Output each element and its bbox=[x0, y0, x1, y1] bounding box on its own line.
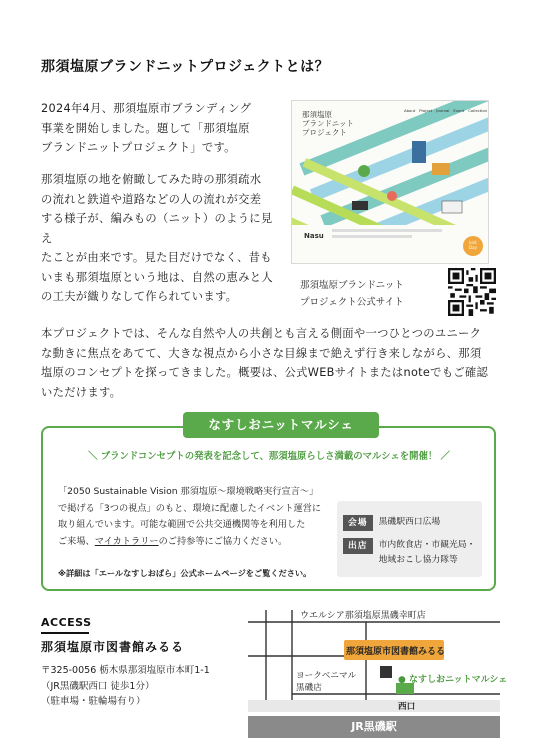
exhibitor-row bbox=[343, 538, 475, 568]
website-screenshot[interactable] bbox=[291, 100, 489, 264]
access-underline bbox=[41, 632, 89, 634]
intro-line: いただけます。 bbox=[41, 385, 122, 399]
venue-value: 黒磯駅西口広場 bbox=[378, 517, 441, 527]
intro-paragraph-3 bbox=[41, 324, 497, 402]
intro-line: する様子が、編みもの（ニット）のように見え bbox=[41, 212, 273, 245]
site-image-title: 那須塩原 ブランドニット プロジェクト bbox=[302, 110, 354, 137]
site-image-nav: About Project Journal Event Collection bbox=[404, 108, 488, 113]
library-name: 那須塩原市図書館みるる bbox=[41, 640, 185, 654]
marche-subtitle: ＼ ブランドコンセプトの発表を記念して、那須塩原らしさ満載のマルシェを開催！ ／ bbox=[88, 451, 450, 462]
map-label-station: JR黒磯駅 bbox=[351, 720, 397, 733]
website-caption: 那須塩原ブランドニット プロジェクト公式サイト bbox=[300, 280, 404, 308]
map-label-library: 那須塩原市図書館みるる bbox=[346, 647, 446, 657]
site-image-logo: Nasu bbox=[304, 232, 324, 240]
library-address: 〒325-0056 栃木県那須塩原市本町1-1 （JR黒磯駅西口 徒歩1分） （駐車場・駐輪場有り） bbox=[41, 665, 210, 707]
intro-line: 事業を開始しました。題して「那須塩原 bbox=[41, 121, 250, 135]
intro-line: 本プロジェクトでは、そんな自然や人の共創とも言える側面や一つひとつのユニーク bbox=[41, 327, 482, 340]
intro-line: ブランドニットプロジェクト」です。 bbox=[41, 141, 236, 154]
intro-line: たことが由来です。見た目だけでなく、昔も bbox=[41, 251, 272, 264]
intro-line: な動きに焦点をあてて、大きな視点から小さな目線まで絶えず行き来しながら、那須 bbox=[41, 346, 482, 360]
map-label-welcia: ウエルシア那須塩原黒磯幸町店 bbox=[300, 611, 426, 621]
map-label-york: ヨークベニマル 黒磯店 bbox=[296, 671, 357, 693]
my-cutlery-text: マイカトラリー bbox=[94, 535, 159, 547]
intro-line: 那須塩原の地を俯瞰してみた時の那須疏水 bbox=[41, 173, 262, 186]
marche-title: なすしおニットマルシェ bbox=[183, 412, 379, 438]
qr-code-icon[interactable] bbox=[448, 268, 496, 316]
map-label-west-exit: 西口 bbox=[398, 702, 416, 712]
intro-paragraph-1 bbox=[41, 99, 277, 158]
marche-description: 「2050 Sustainable Vision 那須塩原～環境戦略実行宣言～」 で掲げる「3つの視点」のもと、環境に配慮したイベント運営に 取り組んでいます。可能な範囲で公共交通機関等を利用した ご来場、マイカトラリーのご持参等にご協力ください。 bbox=[58, 486, 322, 547]
intro-line: の工夫が織りなして作られています。 bbox=[41, 290, 238, 303]
intro-line: いまも那須塩原という地は、自然の恵みと人 bbox=[41, 270, 273, 284]
access-title: ACCESS bbox=[41, 616, 92, 629]
site-image-badge: knit Day bbox=[469, 240, 477, 250]
venue-tag: 会場 bbox=[343, 515, 373, 531]
intro-line: 塩原のコンセプトを探ってきました。概要は、公式WEBサイトまたはnoteでもご確認 bbox=[41, 366, 489, 379]
access-map[interactable] bbox=[248, 604, 508, 738]
venue-row bbox=[343, 515, 440, 531]
exhibitor-tag: 出店 bbox=[343, 538, 373, 554]
intro-line: 2024年4月、那須塩原市ブランディング bbox=[41, 102, 252, 115]
intro-line: の流れと鉄道や道路などの人の流れが交差 bbox=[41, 192, 262, 206]
page-heading: 那須塩原ブランドニットプロジェクトとは？ bbox=[41, 59, 330, 75]
map-label-marche: ● なすしおニットマルシェ bbox=[398, 675, 508, 685]
exhibitor-value: 市内飲食店・市観光局・ 地域おこし協力隊等 bbox=[378, 540, 476, 565]
marche-note: ※詳細は「エールなすしおばら」公式ホームページをご覧ください。 bbox=[58, 568, 312, 578]
intro-paragraph-2 bbox=[41, 170, 281, 307]
